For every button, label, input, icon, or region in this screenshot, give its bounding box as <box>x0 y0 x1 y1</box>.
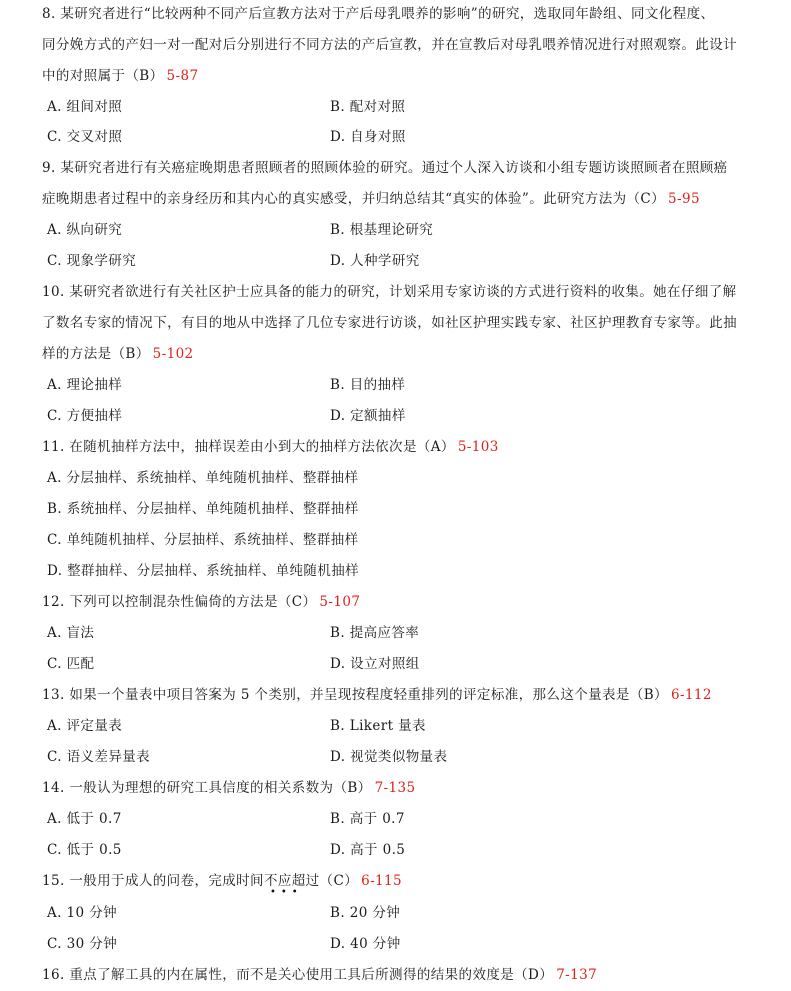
question-10-option-c: C. 方便抽样 <box>47 408 123 424</box>
question-13-reference: 6-112 <box>670 687 712 703</box>
question-9-option-a: A. 纵向研究 <box>47 222 123 238</box>
question-10-line-2: 了数名专家的情况下，有目的地从中选择了几位专家进行访谈，如社区护理实践专家、社区护理教育专家等。此抽 <box>42 315 737 331</box>
question-8-line-1: 8. 某研究者进行“比较两种不同产后宣教方法对于产后母乳喂养的影响”的研究，选取同年龄组、同文化程度、 <box>42 6 715 22</box>
question-8-line-3 <box>42 66 762 86</box>
question-8-option-c: C. 交叉对照 <box>47 129 123 145</box>
question-10-option-b: B. 目的抽样 <box>330 377 406 393</box>
question-11-stem: 11. 在随机抽样方法中，抽样误差由小到大的抽样方法依次是（A） <box>42 439 455 455</box>
question-12-option-d: D. 设立对照组 <box>330 656 420 672</box>
question-10-option-d: D. 定额抽样 <box>330 408 406 424</box>
question-13-option-b: B. Likert 量表 <box>330 718 426 734</box>
question-14-option-a: A. 低于 0.7 <box>47 811 122 827</box>
question-13-stem: 13. 如果一个量表中项目答案为 5 个类别，并呈现按程度轻重排列的评定标准，那么这个量表是（B） <box>42 687 668 703</box>
question-8-line-2: 同分娩方式的产妇一对一配对后分别进行不同方法的产后宣教，并在宣教后对母乳喂养情况进行对照观察。此设计 <box>42 37 737 53</box>
question-10-line-1: 10. 某研究者欲进行有关社区护士应具备的能力的研究，计划采用专家访谈的方式进行资料的收集。她在仔细了解 <box>42 284 737 300</box>
question-11-line-1 <box>42 437 762 457</box>
question-9-stem-end: 症晚期患者过程中的亲身经历和其内心的真实感受，并归纳总结其“真实的体验”。此研究方法为（C） <box>42 191 666 207</box>
question-11-reference: 5-103 <box>457 439 499 455</box>
question-12-reference: 5-107 <box>319 594 361 610</box>
question-9-option-c: C. 现象学研究 <box>47 253 137 269</box>
question-11-option-d: D. 整群抽样、分层抽样、系统抽样、单纯随机抽样 <box>47 563 360 579</box>
question-9-reference: 5-95 <box>668 191 700 207</box>
question-13-line-1 <box>42 685 762 705</box>
question-16-reference: 7-137 <box>556 967 598 983</box>
question-12-stem: 12. 下列可以控制混杂性偏倚的方法是（C） <box>42 594 317 610</box>
question-13-option-d: D. 视觉类似物量表 <box>330 749 448 765</box>
question-11-option-c: C. 单纯随机抽样、分层抽样、系统抽样、整群抽样 <box>47 532 359 548</box>
question-14-option-d: D. 高于 0.5 <box>330 842 406 858</box>
question-13-option-c: C. 语义差异量表 <box>47 749 151 765</box>
question-14-stem: 14. 一般认为理想的研究工具信度的相关系数为（B） <box>42 780 372 796</box>
question-15-reference: 6-115 <box>361 873 403 889</box>
question-9-option-b: B. 根基理论研究 <box>330 222 434 238</box>
question-11-option-a: A. 分层抽样、系统抽样、单纯随机抽样、整群抽样 <box>47 470 359 486</box>
question-10-stem-end: 样的方法是（B） <box>42 346 150 362</box>
emphasis-dots: ••• <box>270 887 303 898</box>
question-15-option-d: D. 40 分钟 <box>330 936 401 952</box>
question-16-line-1 <box>42 965 762 985</box>
question-8-option-d: D. 自身对照 <box>330 129 406 145</box>
question-14-line-1 <box>42 778 762 798</box>
question-15-option-a: A. 10 分钟 <box>47 905 118 921</box>
question-14-reference: 7-135 <box>374 780 416 796</box>
question-12-option-a: A. 盲法 <box>47 625 95 641</box>
question-10-line-3 <box>42 344 762 364</box>
question-12-line-1 <box>42 592 762 612</box>
question-15-line-1 <box>42 871 762 891</box>
question-8-option-a: A. 组间对照 <box>47 99 123 115</box>
question-8-stem-end: 中的对照属于（B） <box>42 68 164 84</box>
question-14-option-b: B. 高于 0.7 <box>330 811 405 827</box>
question-14-option-c: C. 低于 0.5 <box>47 842 122 858</box>
question-15-option-b: B. 20 分钟 <box>330 905 401 921</box>
question-12-option-b: B. 提高应答率 <box>330 625 420 641</box>
question-15-stem: 15. 一般用于成人的问卷，完成时间不应超过（C） <box>42 873 359 889</box>
question-9-line-2 <box>42 189 762 209</box>
question-10-reference: 5-102 <box>152 346 194 362</box>
question-9-option-d: D. 人种学研究 <box>330 253 420 269</box>
question-12-option-c: C. 匹配 <box>47 656 95 672</box>
question-16-stem: 16. 重点了解工具的内在属性，而不是关心使用工具后所测得的结果的效度是（D） <box>42 967 554 983</box>
question-13-option-a: A. 评定量表 <box>47 718 123 734</box>
question-15-option-c: C. 30 分钟 <box>47 936 118 952</box>
question-11-option-b: B. 系统抽样、分层抽样、单纯随机抽样、整群抽样 <box>47 501 359 517</box>
question-8-reference: 5-87 <box>166 68 199 84</box>
question-9-line-1: 9. 某研究者进行有关癌症晚期患者照顾者的照顾体验的研究。通过个人深入访谈和小组专题访谈照顾者在照顾癌 <box>42 160 728 176</box>
question-10-option-a: A. 理论抽样 <box>47 377 123 393</box>
question-8-option-b: B. 配对对照 <box>330 99 406 115</box>
